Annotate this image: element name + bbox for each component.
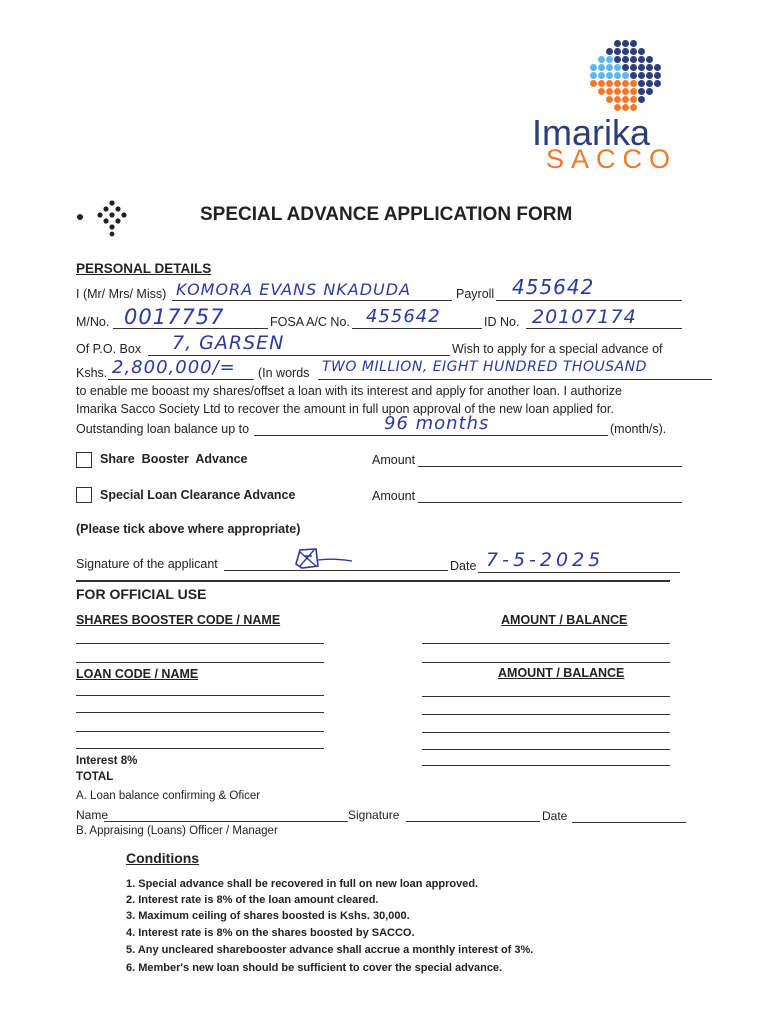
name-label: I (Mr/ Mrs/ Miss) [76,287,167,301]
logo-dot [622,40,629,47]
logo-dot [606,80,613,87]
official-signature-label: Signature [348,808,400,822]
amount-balance-heading-2: AMOUNT / BALANCE [498,666,625,680]
tick-note: (Please tick above where appropriate) [76,522,301,536]
outstanding-label: Outstanding loan balance up to [76,422,250,436]
words-field-line [318,379,712,380]
kshs-label: Kshs. [76,366,108,380]
fosa-value[interactable]: 455642 [366,306,441,327]
logo-text-imarika: Imarika [532,112,651,153]
condition-item: 3. Maximum ceiling of shares boosted is Kshs. 30,000. [126,910,410,922]
logo-dot [614,64,621,71]
section-divider [76,580,670,582]
pobox-value[interactable]: 7, GARSEN [172,332,285,354]
special-loan-amount-label: Amount [372,489,416,503]
special-loan-checkbox[interactable] [76,487,92,503]
pobox-label: Of P.O. Box [76,342,142,356]
name-field-line [172,300,452,301]
loan-line [76,731,324,732]
title-bullet-icon [76,199,132,244]
logo-dot [654,64,661,71]
mno-value[interactable]: 0017757 [124,305,225,329]
loan-line [76,748,324,749]
pobox-field-line [148,355,450,356]
months-label: (month/s). [610,422,667,436]
condition-item: 2. Interest rate is 8% of the loan amount cleared. [126,894,379,906]
wish-text: Wish to apply for a special advance of [452,342,663,356]
logo-dot [638,64,645,71]
logo-dot [622,48,629,55]
outstanding-value[interactable]: 96 months [384,413,490,434]
special-loan-label: Special Loan Clearance Advance [100,488,296,502]
loan-line [76,695,324,696]
loan-amount-line [422,714,670,715]
logo-dot [614,40,621,47]
official-use-heading: FOR OFFICIAL USE [76,586,207,602]
mno-label: M/No. [76,315,110,329]
official-signature-line [406,821,540,822]
logo-dot [630,88,637,95]
logo [530,40,680,180]
id-field-line [526,328,682,329]
shares-line [76,643,324,644]
date-value[interactable]: 7-5-2025 [486,549,605,571]
logo-dot [638,56,645,63]
logo-dot [638,88,645,95]
confirm-officer-label: A. Loan balance confirming & Oficer [76,790,261,802]
logo-dot [590,72,597,79]
logo-dot [638,72,645,79]
form-title: SPECIAL ADVANCE APPLICATION FORM [200,204,573,225]
official-name-line [104,821,348,822]
logo-dot [646,64,653,71]
special-loan-amount-line [418,502,682,503]
logo-dot [630,64,637,71]
logo-dot [606,64,613,71]
official-name-label: Name [76,808,109,822]
logo-dot [614,88,621,95]
date-field-line [478,572,680,573]
logo-dot [614,72,621,79]
id-value[interactable]: 20107174 [532,306,637,328]
fosa-field-line [352,328,482,329]
share-booster-amount-label: Amount [372,453,416,467]
fosa-label: FOSA A/C No. [270,315,350,329]
logo-dot [638,96,645,103]
logo-dot [646,88,653,95]
condition-item: 5. Any uncleared sharebooster advance shall accrue a monthly interest of 3%. [126,944,534,956]
condition-item: 1. Special advance shall be recovered in full on new loan approved. [126,878,479,890]
logo-dot [630,104,637,111]
logo-dot [606,72,613,79]
official-date-line [572,822,686,823]
personal-details-heading: PERSONAL DETAILS [76,261,212,276]
outstanding-field-line [254,435,608,436]
share-booster-label: Share Booster Advance [100,452,248,466]
logo-dot [646,72,653,79]
authorization-text-2: Imarika Sacco Society Ltd to recover the amount in full upon approval of the new loan applied for. [76,402,614,416]
logo-dot [630,40,637,47]
conditions-heading: Conditions [126,850,200,866]
logo-dot [614,96,621,103]
logo-dot [598,88,605,95]
logo-dot [630,80,637,87]
logo-dot [654,72,661,79]
words-value[interactable]: TWO MILLION, EIGHT HUNDRED THOUSAND [322,359,647,375]
name-value[interactable]: KOMORA EVANS NKADUDA [176,280,412,299]
logo-dot [606,56,613,63]
shares-amount-line [422,643,670,644]
interest-label: Interest 8% [76,755,138,767]
logo-dot [638,48,645,55]
logo-dot [590,80,597,87]
loan-amount-line [422,696,670,697]
loan-code-heading: LOAN CODE / NAME [76,667,199,681]
logo-dot [630,56,637,63]
logo-dot [614,48,621,55]
share-booster-checkbox[interactable] [76,452,92,468]
loan-amount-line [422,765,670,766]
logo-dot [598,72,605,79]
words-label: (In words [258,366,310,380]
logo-dot [622,72,629,79]
applicant-signature[interactable] [288,544,358,579]
logo-dot [630,96,637,103]
logo-dot [606,48,613,55]
share-booster-amount-line [418,466,682,467]
authorization-text-1: to enable me booast my shares/offset a loan with its interest and apply for another loan. I authorize [76,384,622,398]
logo-dot [622,64,629,71]
signature-label: Signature of the applicant [76,557,218,571]
kshs-value[interactable]: 2,800,000/= [112,357,236,378]
logo-dot [622,56,629,63]
logo-dot [614,104,621,111]
logo-dot [590,64,597,71]
appraising-officer-label: B. Appraising (Loans) Officer / Manager [76,825,278,837]
kshs-field-line [108,379,254,380]
payroll-field-line [496,300,682,301]
official-date-label: Date [542,809,568,823]
logo-dot [614,56,621,63]
logo-dot [630,48,637,55]
logo-dot [622,88,629,95]
condition-item: 6. Member's new loan should be sufficient to cover the special advance. [126,962,503,974]
loan-line [76,712,324,713]
logo-dot [630,72,637,79]
logo-dot [598,80,605,87]
shares-code-heading: SHARES BOOSTER CODE / NAME [76,613,281,627]
logo-dot [598,56,605,63]
payroll-label: Payroll [456,287,495,301]
loan-amount-line [422,749,670,750]
logo-dot [638,80,645,87]
logo-dot [622,96,629,103]
logo-mark-icon [590,40,660,110]
id-label: ID No. [484,315,520,329]
amount-balance-heading-1: AMOUNT / BALANCE [501,613,628,627]
logo-dot [598,64,605,71]
logo-dot [646,80,653,87]
logo-text-sacco: SACCO [546,144,678,174]
logo-dot [646,56,653,63]
payroll-value[interactable]: 455642 [512,275,595,299]
logo-dot [654,80,661,87]
loan-amount-line [422,732,670,733]
logo-dot [622,104,629,111]
total-label: TOTAL [76,771,114,783]
shares-line [76,662,324,663]
logo-dot [606,96,613,103]
date-label: Date [450,559,477,573]
logo-dot [622,80,629,87]
condition-item: 4. Interest rate is 8% on the shares boosted by SACCO. [126,927,415,939]
logo-dot [606,88,613,95]
shares-amount-line [422,662,670,663]
logo-dot [614,80,621,87]
